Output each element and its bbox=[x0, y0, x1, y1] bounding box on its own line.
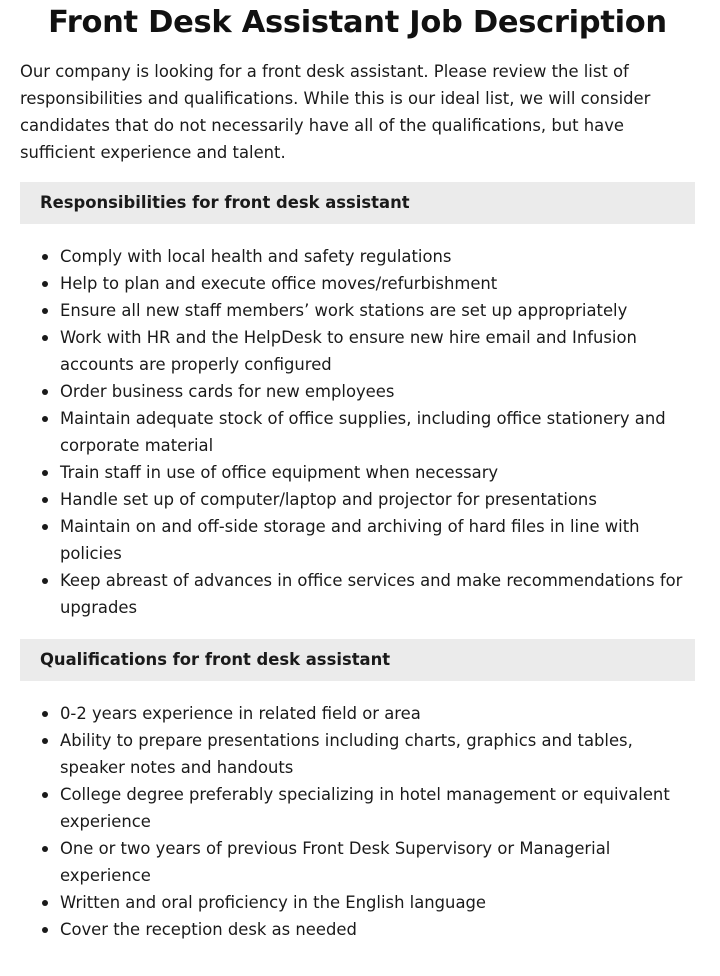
qualifications-section bbox=[20, 639, 695, 943]
responsibilities-list bbox=[20, 243, 695, 621]
list-item bbox=[20, 324, 695, 378]
list-item-text: Maintain on and off-side storage and archiving of hard files in line with policies bbox=[60, 517, 640, 563]
list-item bbox=[20, 243, 695, 270]
list-item bbox=[20, 270, 695, 297]
list-item-text: Ensure all new staff members’ work stations are set up appropriately bbox=[60, 301, 628, 320]
list-item bbox=[20, 567, 695, 621]
bullet-icon bbox=[42, 578, 48, 584]
bullet-icon bbox=[42, 738, 48, 744]
list-item bbox=[20, 459, 695, 486]
list-item-text: One or two years of previous Front Desk Supervisory or Managerial experience bbox=[60, 839, 611, 885]
bullet-icon bbox=[42, 389, 48, 395]
bullet-icon bbox=[42, 846, 48, 852]
list-item-text: Keep abreast of advances in office services and make recommendations for upgrades bbox=[60, 571, 683, 617]
qualifications-list bbox=[20, 700, 695, 943]
bullet-icon bbox=[42, 792, 48, 798]
list-item-text: Cover the reception desk as needed bbox=[60, 920, 357, 939]
list-item bbox=[20, 297, 695, 324]
bullet-icon bbox=[42, 900, 48, 906]
list-item bbox=[20, 378, 695, 405]
bullet-icon bbox=[42, 524, 48, 530]
list-item-text: Ability to prepare presentations including charts, graphics and tables, speaker notes and handouts bbox=[60, 731, 633, 777]
list-item bbox=[20, 889, 695, 916]
list-item bbox=[20, 781, 695, 835]
list-item bbox=[20, 405, 695, 459]
list-item bbox=[20, 700, 695, 727]
bullet-icon bbox=[42, 711, 48, 717]
list-item bbox=[20, 835, 695, 889]
bullet-icon bbox=[42, 470, 48, 476]
list-item bbox=[20, 486, 695, 513]
bullet-icon bbox=[42, 927, 48, 933]
list-item-text: Help to plan and execute office moves/refurbishment bbox=[60, 274, 498, 293]
list-item-text: Written and oral proficiency in the English language bbox=[60, 893, 486, 912]
list-item-text: Train staff in use of office equipment when necessary bbox=[60, 463, 499, 482]
list-item-text: 0-2 years experience in related field or area bbox=[60, 704, 421, 723]
list-item-text: College degree preferably specializing in hotel management or equivalent experience bbox=[60, 785, 670, 831]
list-item-text: Work with HR and the HelpDesk to ensure new hire email and Infusion accounts are properly configured bbox=[60, 328, 637, 374]
responsibilities-heading: Responsibilities for front desk assistant bbox=[20, 182, 695, 224]
bullet-icon bbox=[42, 254, 48, 260]
page-title: Front Desk Assistant Job Description bbox=[48, 5, 667, 40]
intro-paragraph: Our company is looking for a front desk assistant. Please review the list of responsibilities and qualifications. While this is our ideal list, we will consider candidates that do not necessarily have all of the qualifications, but have sufficient experience and talent. bbox=[20, 62, 651, 162]
list-item-text: Handle set up of computer/laptop and projector for presentations bbox=[60, 490, 597, 509]
qualifications-heading: Qualifications for front desk assistant bbox=[20, 639, 695, 681]
list-item bbox=[20, 727, 695, 781]
list-item bbox=[20, 916, 695, 943]
bullet-icon bbox=[42, 416, 48, 422]
list-item-text: Maintain adequate stock of office supplies, including office stationery and corporate material bbox=[60, 409, 666, 455]
responsibilities-section bbox=[20, 182, 695, 621]
list-item-text: Comply with local health and safety regulations bbox=[60, 247, 452, 266]
list-item-text: Order business cards for new employees bbox=[60, 382, 395, 401]
bullet-icon bbox=[42, 308, 48, 314]
bullet-icon bbox=[42, 497, 48, 503]
bullet-icon bbox=[42, 335, 48, 341]
bullet-icon bbox=[42, 281, 48, 287]
list-item bbox=[20, 513, 695, 567]
